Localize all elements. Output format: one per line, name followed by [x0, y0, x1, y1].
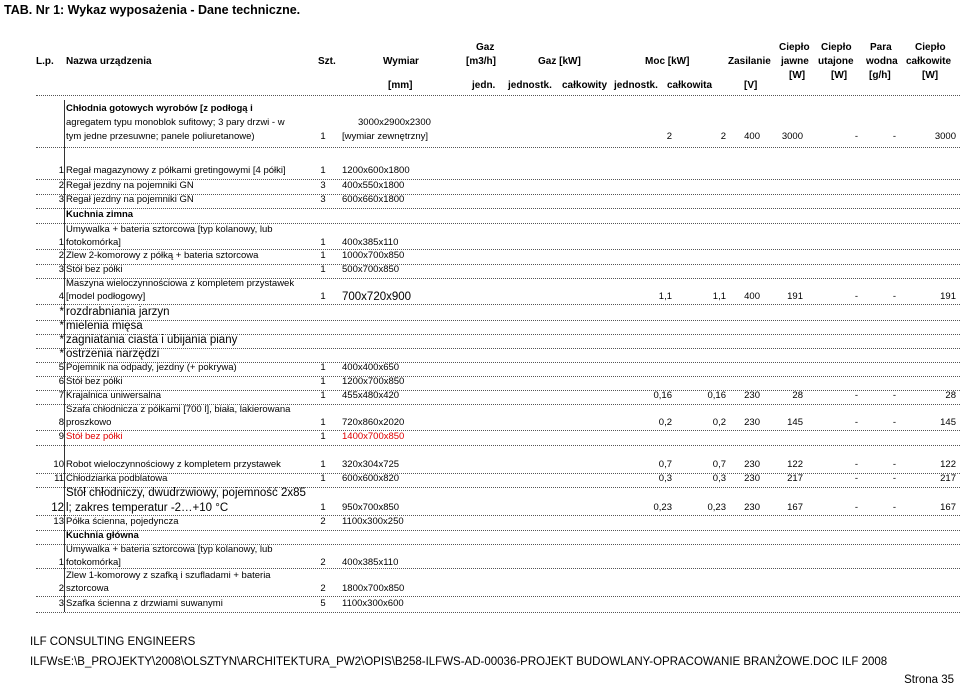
row-lp: 3 — [58, 264, 64, 275]
table-row — [0, 516, 960, 530]
row-value-zas: 230 — [744, 473, 760, 484]
row-value-mj: 0,23 — [653, 502, 672, 513]
row-lp: 4 — [58, 291, 64, 302]
row-quantity: 1 — [320, 264, 326, 275]
row-separator — [36, 304, 960, 305]
row-dimension: 700x720x900 — [342, 291, 412, 303]
header-para-1: Para — [870, 42, 892, 53]
row-lp: * — [59, 334, 64, 346]
row-dimension: 1100x300x250 — [342, 516, 404, 527]
header-para-2: wodna — [866, 56, 898, 67]
row-lp: 2 — [58, 250, 64, 261]
table-row — [0, 570, 960, 596]
row-quantity: 1 — [320, 165, 326, 176]
row-value-zas: 230 — [744, 502, 760, 513]
row-name-line: Chłodnia gotowych wyrobów [z podłogą i — [66, 103, 253, 114]
row-value-zas: 400 — [744, 291, 760, 302]
row-value-mj: 0,16 — [653, 390, 672, 401]
row-quantity: 1 — [320, 376, 326, 387]
header-szt: Szt. — [318, 56, 336, 67]
table-row — [0, 530, 960, 544]
header-cu-1: Ciepło — [821, 42, 852, 53]
row-name-line: tym jedne przesuwne; panele poliuretanowe) — [66, 131, 255, 142]
header-cc-1: Ciepło — [915, 42, 946, 53]
row-name-line: fotokomórka] — [66, 237, 121, 248]
row-name-line: agregatem typu monoblok sufitowy; 3 pary drzwi - w — [66, 117, 285, 128]
row-value-cj: 3000 — [781, 131, 803, 142]
row-dimension: 1400x700x850 — [342, 431, 405, 442]
row-name-line: l; zakres temperatur -2…+10 °C — [66, 502, 229, 514]
table-row — [0, 362, 960, 376]
row-value-cc: 191 — [940, 291, 956, 302]
header-cu-3: [W] — [831, 70, 848, 81]
table-row — [0, 459, 960, 473]
row-value-mc: 0,23 — [707, 502, 726, 513]
row-name-line: Umywalka + bateria sztorcowa [typ kolanowy, lub — [66, 544, 273, 555]
row-value-cc: 122 — [940, 459, 956, 470]
row-lp: 9 — [58, 431, 64, 442]
table-row — [0, 544, 960, 568]
row-dimension: 400x550x1800 — [342, 180, 405, 191]
row-name-line: Stół bez półki — [66, 264, 123, 275]
table-row — [0, 278, 960, 304]
row-name-line: Chłodziarka podblatowa — [66, 473, 168, 484]
row-quantity: 1 — [320, 473, 326, 484]
row-name-line: Kuchnia główna — [66, 530, 139, 541]
header-gaz-kw: Gaz [kW] — [538, 56, 581, 67]
row-name-line: Kuchnia zimna — [66, 209, 134, 220]
row-name-line: proszkowo — [66, 417, 112, 428]
row-value-pw: - — [892, 459, 896, 470]
page-number: Strona 35 — [904, 674, 954, 686]
row-separator — [36, 568, 960, 569]
row-dimension: 1100x300x600 — [342, 598, 404, 609]
row-name-line: Umywalka + bateria sztorcowa [typ kolanowy, lub — [66, 224, 273, 235]
row-lp: 1 — [58, 165, 64, 176]
row-name-line: Regał magazynowy z półkami gretingowymi [4 półki] — [66, 165, 286, 176]
row-value-cj: 145 — [787, 417, 803, 428]
row-lp: 5 — [58, 362, 64, 373]
header-gaz-kw-jednostk: jednostk. — [508, 80, 552, 91]
row-quantity: 1 — [320, 502, 326, 513]
row-value-cc: 145 — [940, 417, 956, 428]
table-row — [0, 306, 960, 320]
table-header — [0, 38, 960, 95]
row-dimension: 1200x700x850 — [342, 376, 405, 387]
row-value-pw: - — [892, 417, 896, 428]
row-quantity: 1 — [320, 431, 326, 442]
row-value-cj: 191 — [787, 291, 803, 302]
row-value-zas: 230 — [744, 459, 760, 470]
row-dimension: 600x600x820 — [342, 473, 400, 484]
table-row — [0, 473, 960, 487]
footer-company: ILF CONSULTING ENGINEERS — [30, 636, 196, 648]
row-name-line: Szafa chłodnicza z półkami [700 l], biała, lakierowana — [66, 404, 291, 415]
row-name-line: Stół chłodniczy, dwudrzwiowy, pojemność 2x85 — [66, 487, 306, 499]
header-para-3: [g/h] — [869, 70, 891, 81]
row-value-cj: 122 — [787, 459, 803, 470]
row-lp: 10 — [53, 459, 64, 470]
row-name-line: Stół bez półki — [66, 431, 123, 442]
row-separator — [36, 445, 960, 446]
row-quantity: 2 — [320, 583, 326, 594]
row-lp: 3 — [58, 194, 64, 205]
row-name-line: fotokomórka] — [66, 557, 121, 568]
row-dimension: 400x400x650 — [342, 362, 400, 373]
row-name-line: Pojemnik na odpady, jezdny (+ pokrywa) — [66, 362, 237, 373]
row-lp: * — [59, 320, 64, 332]
row-lp: 8 — [58, 417, 64, 428]
table-row — [0, 487, 960, 515]
row-lp: 6 — [58, 376, 64, 387]
header-wymiar-unit: [mm] — [388, 80, 413, 91]
row-quantity: 3 — [320, 180, 326, 191]
header-name: Nazwa urządzenia — [66, 56, 152, 67]
row-dimension: 455x480x420 — [342, 390, 400, 401]
table-row — [0, 194, 960, 208]
header-cc-2: całkowite — [906, 56, 952, 67]
row-dimension: 1000x700x850 — [342, 250, 405, 261]
row-name-line: rozdrabniania jarzyn — [66, 306, 170, 318]
header-zasilanie: Zasilanie — [728, 56, 771, 67]
row-dimension: 500x700x850 — [342, 264, 400, 275]
row-value-mc: 0,2 — [712, 417, 726, 428]
header-cj-1: Ciepło — [779, 42, 810, 53]
row-lp: 2 — [58, 180, 64, 191]
row-name-line: Stół bez półki — [66, 376, 123, 387]
row-name-line: mielenia mięsa — [66, 320, 143, 332]
row-value-pw: - — [892, 131, 896, 142]
row-lp: 12 — [51, 502, 64, 514]
row-quantity: 1 — [320, 237, 326, 248]
header-gaz: Gaz — [476, 42, 495, 53]
table-row — [0, 209, 960, 223]
row-dimension: 1800x700x850 — [342, 583, 405, 594]
row-dimension: 400x385x110 — [342, 557, 399, 568]
header-zasilanie-unit: [V] — [744, 80, 758, 91]
row-value-mc: 1,1 — [712, 291, 726, 302]
table-row — [0, 598, 960, 612]
table-row — [0, 165, 960, 179]
header-moc: Moc [kW] — [645, 56, 690, 67]
row-quantity: 1 — [320, 459, 326, 470]
table-row — [0, 224, 960, 249]
row-name-line: Zlew 2-komorowy z półką + bateria sztorcowa — [66, 250, 259, 261]
row-name-line: Robot wieloczynnościowy z kompletem przystawek — [66, 459, 281, 470]
row-name-line: Krajalnica uniwersalna — [66, 390, 162, 401]
header-rule — [36, 95, 960, 96]
header-gaz-jedn: jedn. — [472, 80, 496, 91]
row-name-line: Zlew 1-komorowy z szafką i szufladami + bateria — [66, 570, 271, 581]
footer-path: ILFWsE:\B_PROJEKTY\2008\OLSZTYN\ARCHITEKTURA_PW2\OPIS\B258-ILFWS-AD-00036-PROJEKT BUDOWLANY-OPRACOWANIE BRANŻOWE.DOC ILF 2008 — [30, 656, 888, 668]
row-quantity: 1 — [320, 131, 326, 142]
row-lp: 1 — [58, 557, 64, 568]
table-row — [0, 334, 960, 348]
header-cu-2: utajone — [818, 56, 854, 67]
row-name-line: ostrzenia narzędzi — [66, 348, 160, 360]
row-value-pw: - — [892, 390, 896, 401]
row-separator — [36, 596, 960, 597]
row-value-zas: 230 — [744, 390, 760, 401]
row-quantity: 5 — [320, 598, 326, 609]
row-value-cu: - — [854, 459, 858, 470]
row-separator — [36, 147, 960, 148]
header-moc-jednostk: jednostk. — [614, 80, 658, 91]
row-value-cc: 3000 — [934, 131, 956, 142]
row-dimension: 600x660x1800 — [342, 194, 405, 205]
row-value-cu: - — [854, 502, 858, 513]
table-row — [0, 348, 960, 362]
row-lp: 11 — [54, 473, 64, 484]
row-lp: 13 — [53, 516, 64, 527]
row-quantity: 2 — [320, 516, 326, 527]
row-value-mc: 2 — [720, 131, 726, 142]
row-value-cu: - — [854, 417, 858, 428]
row-value-pw: - — [892, 291, 896, 302]
row-quantity: 1 — [320, 250, 326, 261]
table-row — [0, 103, 960, 147]
row-dimension: [wymiar zewnętrzny] — [342, 131, 429, 142]
row-dimension: 320x304x725 — [342, 459, 400, 470]
header-gaz-kw-calk: całkowity — [562, 80, 608, 91]
table-row — [0, 180, 960, 194]
row-name-line: [model podłogowy] — [66, 291, 146, 302]
header-wymiar: Wymiar — [383, 56, 419, 67]
row-value-cj: 167 — [787, 502, 803, 513]
row-value-zas: 230 — [744, 417, 760, 428]
row-separator — [36, 612, 960, 613]
row-value-cu: - — [854, 390, 858, 401]
row-value-mc: 0,16 — [707, 390, 726, 401]
header-cj-2: jawne — [781, 56, 809, 67]
row-quantity: 1 — [320, 291, 326, 302]
row-dimension: 3000x2900x2300 — [358, 117, 431, 128]
row-quantity: 3 — [320, 194, 326, 205]
row-quantity: 1 — [320, 417, 326, 428]
row-value-mj: 0,2 — [658, 417, 672, 428]
row-value-pw: - — [892, 502, 896, 513]
header-moc-calk: całkowita — [667, 80, 713, 91]
row-value-mj: 1,1 — [658, 291, 672, 302]
table-row — [0, 264, 960, 278]
row-lp: 3 — [58, 598, 64, 609]
row-value-cc: 217 — [940, 473, 956, 484]
row-value-cc: 167 — [940, 502, 956, 513]
row-value-cu: - — [854, 473, 858, 484]
table-row — [0, 250, 960, 264]
row-value-pw: - — [892, 473, 896, 484]
row-lp: * — [59, 306, 64, 318]
row-dimension: 400x385x110 — [342, 237, 399, 248]
row-lp: 1 — [58, 237, 64, 248]
row-name-line: Regał jezdny na pojemniki GN — [66, 180, 194, 191]
row-name-line: Regał jezdny na pojemniki GN — [66, 194, 194, 205]
row-lp: * — [59, 348, 64, 360]
row-value-cu: - — [854, 291, 858, 302]
header-cc-3: [W] — [922, 70, 939, 81]
row-dimension: 1200x600x1800 — [342, 165, 410, 176]
row-lp: 7 — [58, 390, 64, 401]
row-value-mc: 0,7 — [712, 459, 726, 470]
row-lp: 2 — [58, 583, 64, 594]
row-value-cj: 217 — [787, 473, 803, 484]
row-dimension: 950x700x850 — [342, 502, 400, 513]
row-name-line: sztorcowa — [66, 583, 109, 594]
row-quantity: 1 — [320, 390, 326, 401]
row-name-line: zagniatania ciasta i ubijania piany — [66, 334, 238, 346]
row-quantity: 2 — [320, 557, 326, 568]
table-row — [0, 320, 960, 334]
row-name-line: Półka ścienna, pojedyncza — [66, 516, 179, 527]
table-row — [0, 404, 960, 430]
row-dimension: 720x860x2020 — [342, 417, 405, 428]
table-row — [0, 376, 960, 390]
header-lp: L.p. — [36, 56, 54, 67]
row-value-cj: 28 — [792, 390, 803, 401]
row-value-mj: 2 — [666, 131, 672, 142]
row-value-cc: 28 — [945, 390, 956, 401]
row-value-cu: - — [854, 131, 858, 142]
row-value-mj: 0,3 — [658, 473, 672, 484]
row-value-zas: 400 — [744, 131, 760, 142]
row-quantity: 1 — [320, 362, 326, 373]
row-name-line: Maszyna wieloczynnościowa z kompletem przystawek — [66, 278, 295, 289]
row-value-mc: 0,3 — [712, 473, 726, 484]
table-row — [0, 431, 960, 445]
header-cj-3: [W] — [789, 70, 806, 81]
row-value-mj: 0,7 — [658, 459, 672, 470]
page-title: TAB. Nr 1: Wykaz wyposażenia - Dane techniczne. — [4, 3, 301, 17]
header-gaz-m3: [m3/h] — [466, 56, 496, 67]
table-row — [0, 390, 960, 404]
row-name-line: Szafka ścienna z drzwiami suwanymi — [66, 598, 223, 609]
